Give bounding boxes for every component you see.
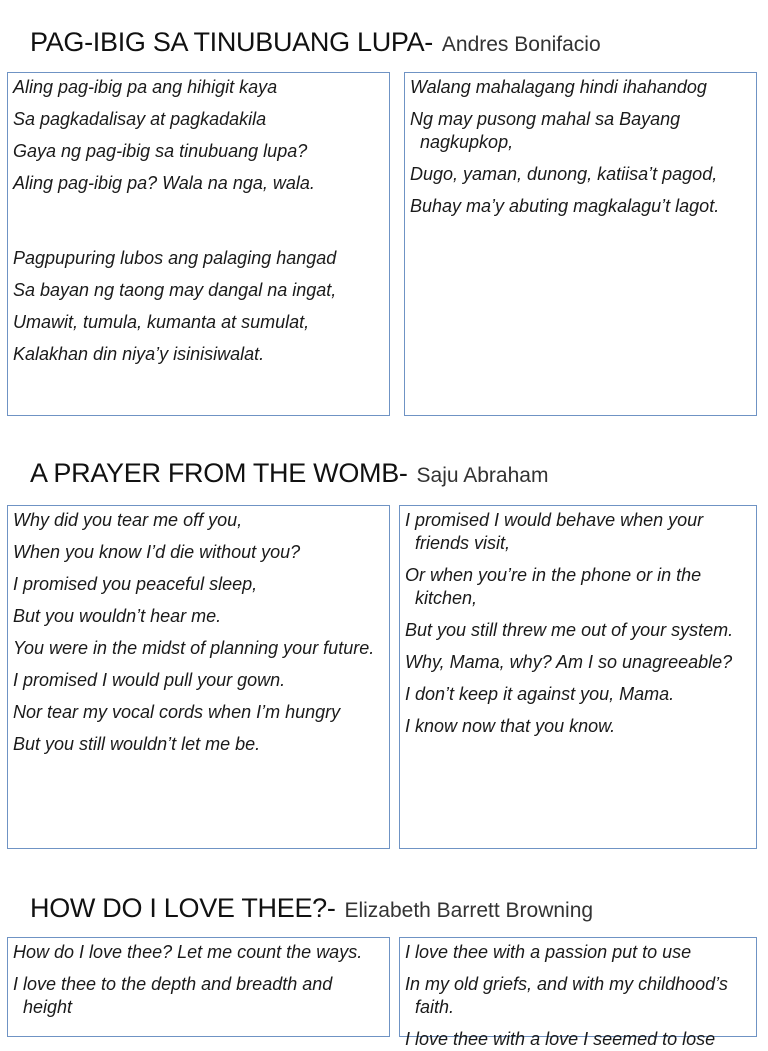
poem-1-left-box [7, 72, 390, 416]
poem-line: Sa bayan ng taong may dangal na ingat, [13, 280, 337, 300]
poem-line: In my old griefs, and with my childhood’s faith. [405, 974, 728, 1017]
poem-line: Aling pag-ibig pa ang hihigit kaya [13, 77, 278, 97]
poem-line: Why did you tear me off you, [13, 510, 243, 530]
poem-1-right-box [404, 72, 757, 416]
poem-2-left-box [7, 505, 390, 849]
poem-line: You were in the midst of planning your future. [13, 638, 375, 658]
stanza-break [13, 211, 383, 231]
poem-line: Pagpupuring lubos ang palaging hangad [13, 248, 337, 268]
poem-line: Why, Mama, why? Am I so unagreeable? [405, 652, 733, 672]
poem-line: Buhay ma’y abuting magkalagu’t lagot. [410, 196, 720, 216]
poem-3-left-box [7, 937, 390, 1037]
poem-line: Umawit, tumula, kumanta at sumulat, [13, 312, 310, 332]
poem-2-left-lines [13, 509, 383, 756]
poem-line: I love thee with a love I seemed to lose [405, 1029, 716, 1049]
poem-line: How do I love thee? Let me count the ways. [13, 942, 363, 962]
poem-2-right-lines [405, 509, 750, 738]
poem-1-heading [30, 22, 601, 59]
poem-line: But you still wouldn’t let me be. [13, 734, 261, 754]
poem-1-right-lines [410, 76, 750, 218]
poem-1-left-lines [13, 76, 383, 366]
poem-line: Or when you’re in the phone or in the kitchen, [405, 565, 702, 608]
poem-line: I promised you peaceful sleep, [13, 574, 258, 594]
poem-line: But you wouldn’t hear me. [13, 606, 222, 626]
poem-1-title: PAG-IBIG SA TINUBUANG LUPA- [30, 27, 433, 57]
poem-3-author: Elizabeth Barrett Browning [344, 899, 594, 922]
poem-line: Walang mahalagang hindi ihahandog [410, 77, 707, 97]
poem-line: I love thee with a passion put to use [405, 942, 692, 962]
poem-line: When you know I’d die without you? [13, 542, 301, 562]
poem-line: I know now that you know. [405, 716, 616, 736]
poem-line: But you still threw me out of your system. [405, 620, 734, 640]
poem-line: Sa pagkadalisay at pagkadakila [13, 109, 267, 129]
poem-2-author: Saju Abraham [416, 464, 549, 487]
poem-line: Kalakhan din niya’y isinisiwalat. [13, 344, 265, 364]
poem-2-right-box [399, 505, 757, 849]
poem-3-right-lines [405, 941, 750, 1051]
poem-line: I promised I would pull your gown. [13, 670, 286, 690]
poem-line: I love thee to the depth and breadth and height [13, 974, 333, 1017]
poem-1-author: Andres Bonifacio [441, 33, 601, 56]
poem-2-heading [30, 453, 548, 490]
poem-line: I promised I would behave when your friends visit, [405, 510, 704, 553]
poem-2-title: A PRAYER FROM THE WOMB- [30, 458, 408, 488]
poem-3-left-lines [13, 941, 383, 1019]
poem-line: Dugo, yaman, dunong, katiisa’t pagod, [410, 164, 718, 184]
poem-3-title: HOW DO I LOVE THEE?- [30, 893, 336, 923]
poem-line: Aling pag-ibig pa? Wala na nga, wala. [13, 173, 315, 193]
poem-line: Ng may pusong mahal sa Bayang nagkupkop, [410, 109, 681, 152]
poem-3-heading [30, 888, 593, 925]
poem-line: Nor tear my vocal cords when I’m hungry [13, 702, 341, 722]
poem-line: I don’t keep it against you, Mama. [405, 684, 675, 704]
poem-line: Gaya ng pag-ibig sa tinubuang lupa? [13, 141, 308, 161]
poem-3-right-box [399, 937, 757, 1049]
